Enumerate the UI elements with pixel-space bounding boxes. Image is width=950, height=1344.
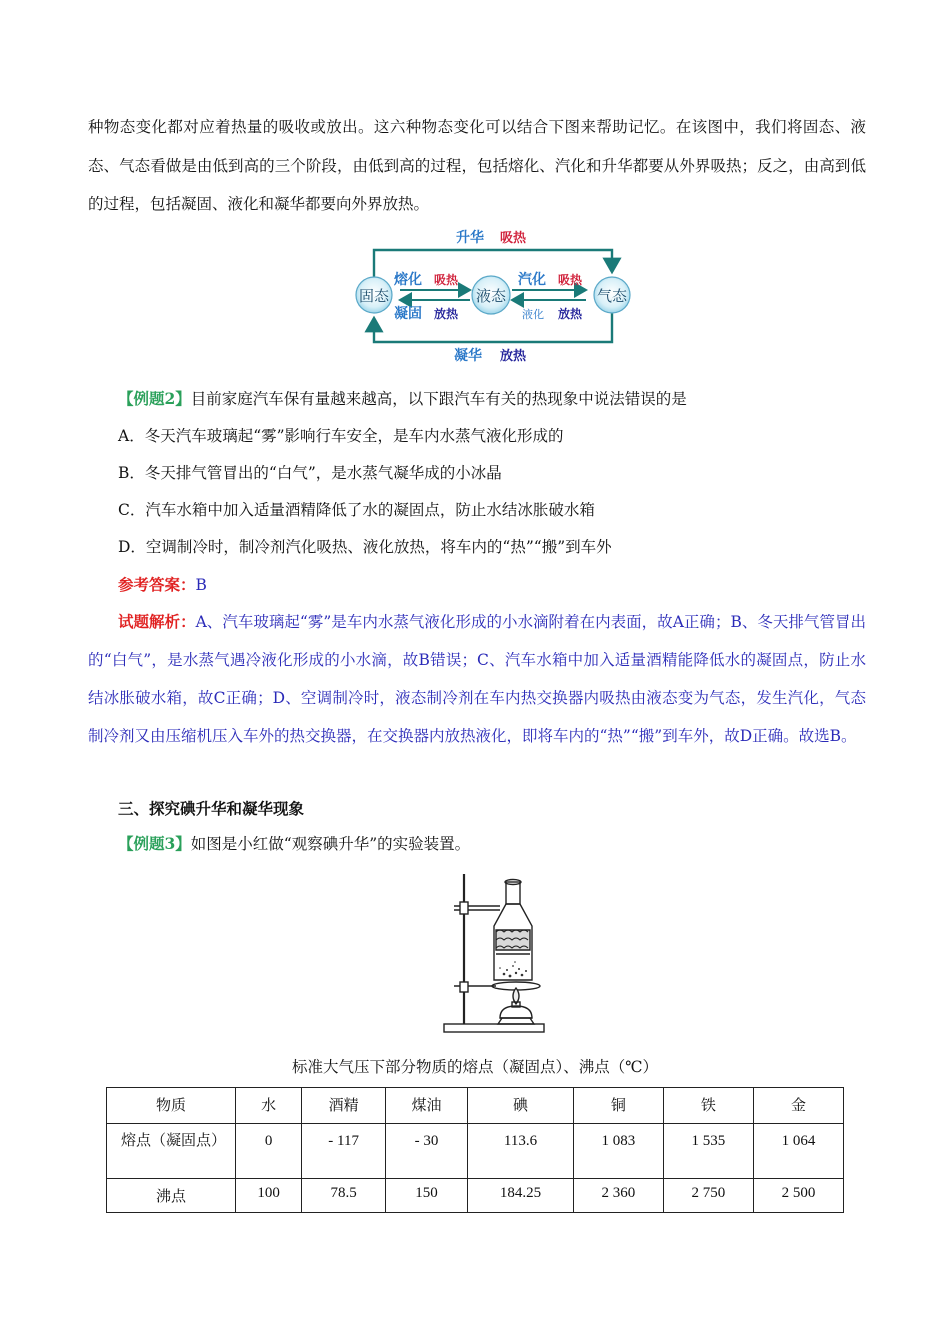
table-cell: 沸点 (107, 1179, 236, 1213)
gas-label: 气态 (596, 287, 628, 305)
liquid-label: 液态 (475, 287, 507, 305)
table-cell: 熔点（凝固点） (107, 1124, 236, 1179)
table-cell: - 30 (385, 1124, 467, 1179)
table-header-row (107, 1088, 844, 1124)
table-header-cell: 煤油 (385, 1088, 467, 1124)
table-cell: 1 535 (663, 1124, 753, 1179)
right-lower-heat-label: 放热 (558, 307, 583, 321)
table-cell: - 117 (302, 1124, 386, 1179)
right-lower-process-label: 液化 (522, 308, 544, 321)
table-header-cell: 水 (236, 1088, 302, 1124)
right-upper-process-label: 汽化 (518, 272, 546, 288)
example2-question (118, 389, 687, 409)
table-caption: 标准大气压下部分物质的熔点（凝固点）、沸点（℃） (291, 1058, 659, 1076)
example2-question-text: 目前家庭汽车保有量越来越高，以下跟汽车有关的热现象中说法错误的是 (190, 390, 687, 408)
table-cell: 113.6 (468, 1124, 574, 1179)
table-cell: 0 (236, 1124, 302, 1179)
table-header-cell: 铜 (573, 1088, 663, 1124)
left-lower-heat-label: 放热 (434, 307, 459, 321)
example2-option-a: A．冬天汽车玻璃起“雾”影响行车安全，是车内水蒸气液化形成的 (118, 427, 564, 445)
bottom-process-label: 凝华 (454, 348, 482, 364)
left-lower-process-label: 凝固 (394, 306, 422, 322)
bottom-heat-label: 放热 (500, 349, 527, 364)
table-cell: 2 750 (663, 1179, 753, 1213)
table-cell: 1 083 (573, 1124, 663, 1179)
example2-answer (118, 575, 207, 595)
solid-label: 固态 (358, 287, 390, 305)
example2-option-b: B．冬天排气管冒出的“白气”，是水蒸气凝华成的小冰晶 (118, 464, 502, 482)
top-heat-label: 吸热 (500, 231, 527, 246)
table-cell: 150 (385, 1179, 467, 1213)
analysis-label: 试题解析： (118, 612, 196, 631)
table-header-cell: 物质 (107, 1088, 236, 1124)
analysis-text: A、汽车玻璃起“雾”是车内水蒸气液化形成的小水滴附着在内表面，故A正确；B、冬天排气管冒出的“白气”，是水蒸气遇冷液化形成的小水滴，故B错误；C、汽车水箱中加入适量酒精能降低水的凝固点，防止水结冰胀破水箱，故C正确；D、空调制冷时，液态制冷剂在车内热交换器内吸热由液态变为气态，发生汽化，气态制冷剂又由压缩机压入车外的热交换器，在交换器内放热液化，即将车内的“热”“搬”到车外，故D正确。故选B。 (88, 613, 866, 745)
table-header-cell: 酒精 (302, 1088, 386, 1124)
table-row-boiling-point (107, 1179, 844, 1213)
intro-paragraph: 种物态变化都对应着热量的吸收或放出。这六种物态变化可以结合下图来帮助记忆。在该图中，我们将固态、液态、气态看做是由低到高的三个阶段，由低到高的过程，包括熔化、汽化和升华都要从外界吸热；反之，由高到低的过程，包括凝固、液化和凝华都要向外界放热。 (88, 118, 866, 213)
table-header-cell: 铁 (663, 1088, 753, 1124)
example2-option-c: C．汽车水箱中加入适量酒精降低了水的凝固点，防止水结冰胀破水箱 (118, 501, 595, 519)
example2-option-d: D．空调制冷时，制冷剂汽化吸热、液化放热，将车内的“热”“搬”到车外 (118, 538, 612, 556)
example2-tag: 【例题2】 (118, 389, 191, 408)
table-header-cell: 金 (753, 1088, 843, 1124)
state-change-diagram (342, 224, 642, 369)
answer-value: B (195, 576, 207, 594)
section3-heading: 三、探究碘升华和凝华现象 (118, 800, 305, 818)
top-process-label: 升华 (456, 230, 484, 246)
example2-analysis (88, 603, 866, 755)
iodine-apparatus-figure (440, 868, 550, 1040)
left-upper-process-label: 熔化 (394, 272, 422, 288)
table-cell: 2 360 (573, 1179, 663, 1213)
example3-text: 如图是小红做“观察碘升华”的实验装置。 (190, 835, 471, 853)
table-row-melting-point (107, 1124, 844, 1179)
example3-tag: 【例题3】 (118, 834, 191, 853)
table-cell: 100 (236, 1179, 302, 1213)
table-cell: 78.5 (302, 1179, 386, 1213)
example3-question (118, 834, 470, 854)
right-upper-heat-label: 吸热 (558, 273, 583, 287)
table-cell: 1 064 (753, 1124, 843, 1179)
table-cell: 2 500 (753, 1179, 843, 1213)
table-header-cell: 碘 (468, 1088, 574, 1124)
answer-label: 参考答案： (118, 575, 196, 594)
left-upper-heat-label: 吸热 (434, 273, 459, 287)
table-cell: 184.25 (468, 1179, 574, 1213)
melting-boiling-point-table (106, 1087, 844, 1213)
